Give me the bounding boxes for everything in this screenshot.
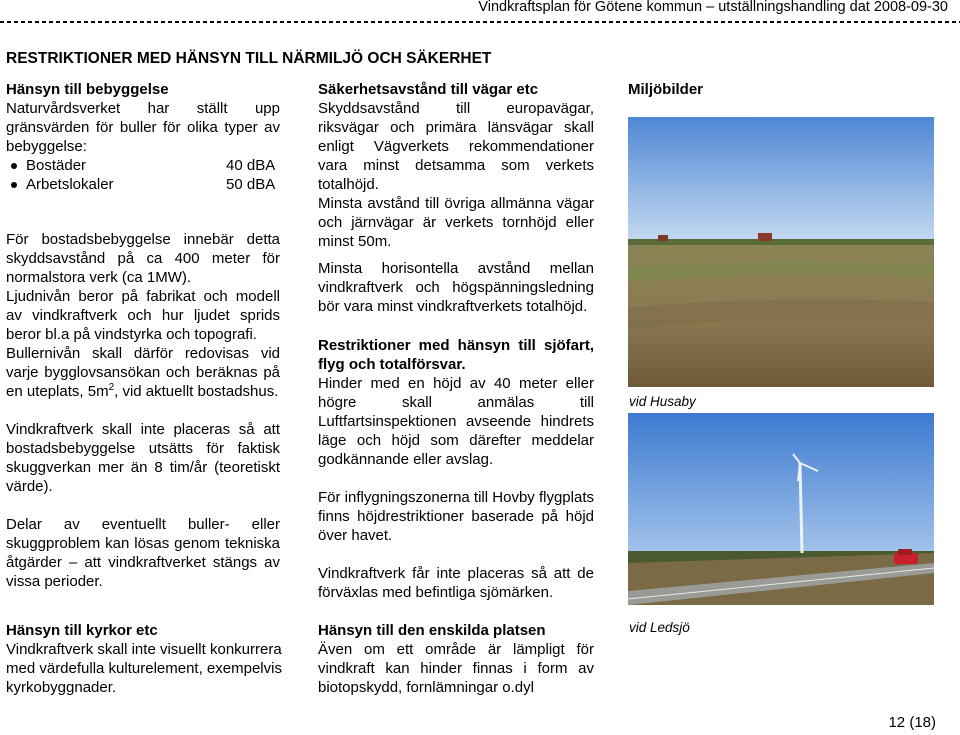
column-miljobilder <box>628 80 934 99</box>
photo-ledsjo-turbine <box>628 413 934 605</box>
bullet-icon <box>11 163 17 169</box>
heading-enskilda-platsen: Hänsyn till den enskilda platsen <box>318 622 546 639</box>
column-bebyggelse <box>6 80 280 697</box>
heading-sakerhetsavstand: Säkerhetsavstånd till vägar etc <box>318 81 539 98</box>
page-number: 12 (18) <box>888 714 936 731</box>
paragraph: Vindkraftverk skall inte placeras så att bostadsbebyggelse utsätts för faktisk skuggverkan mer än 8 tim/år (teoretiskt värde). <box>6 421 280 495</box>
document-header-title: Vindkraftsplan för Götene kommun – utställningshandling dat 2008-09-30 <box>478 0 948 15</box>
caption-ledsjo: vid Ledsjö <box>629 620 690 635</box>
paragraph: Bullernivån skall därför redovisas vid varje bygglovsansökan och beräknas på en uteplats, $5m^2$, vid aktuellt bostadshus. <box>6 345 280 400</box>
heading-miljobilder: Miljöbilder <box>628 81 703 98</box>
paragraph: För bostadsbebyggelse innebär detta skyddsavstånd på ca 400 meter för normalstora verk (ca 1MW). <box>6 231 280 286</box>
heading-bebyggelse: Hänsyn till bebyggelse <box>6 81 169 98</box>
paragraph: Ljudnivån beror på fabrikat och modell av vindkraftverk och hur ljudet sprids beror bl.a på vindstyrka och topografi. <box>6 288 280 343</box>
caption-husaby: vid Husaby <box>629 394 696 409</box>
paragraph-intro: Naturvårdsverket har ställt upp gränsvärden för buller för olika typer av bebyggelse: <box>6 100 280 155</box>
paragraph: Minsta avstånd till övriga allmänna vägar och järnvägar är verkets tornhöjd eller minst 50m. <box>318 195 594 250</box>
bullet-icon <box>11 182 17 188</box>
heading-kyrkor: Hänsyn till kyrkor etc <box>6 622 158 639</box>
paragraph: Skyddsavstånd till europavägar, riksvägar och primära länsvägar skall enligt Vägverkets rekommendationer vara minst detsamma som verkets totalhöjd. <box>318 100 594 193</box>
header-dashed-rule <box>0 19 960 25</box>
paragraph: Hinder med en höjd av 40 meter eller högre skall anmälas till Luftfartsinspektionen avseende hindrets läge och höjd som därefter meddelar godkännande eller avslag. <box>318 375 594 468</box>
paragraph: Vindkraftverk får inte placeras så att de förväxlas med befintliga sjömärken. <box>318 565 594 601</box>
paragraph: Minsta horisontella avstånd mellan vindkraftverk och högspänningsledning bör vara minst vindkraftverkets totalhöjd. <box>318 260 594 315</box>
heading-sjofart-flyg: Restriktioner med hänsyn till sjöfart, flyg och totalförsvar. <box>318 337 594 373</box>
column-sakerhet <box>318 80 594 697</box>
section-title: RESTRIKTIONER MED HÄNSYN TILL NÄRMILJÖ OCH SÄKERHET <box>6 50 492 67</box>
paragraph: Delar av eventuellt buller- eller skuggproblem kan lösas genom tekniska åtgärder – att vindkraftverket stängs av vissa perioder. <box>6 516 280 590</box>
paragraph: Vindkraftverk skall inte visuellt konkurrera med värdefulla kulturelement, exempelvis kyrkobyggnader. <box>6 641 282 696</box>
noise-limit-list <box>6 156 280 194</box>
photo-husaby-field <box>628 117 934 387</box>
paragraph: För inflygningszonerna till Hovby flygplats finns höjdrestriktioner baserade på höjd över havet. <box>318 489 594 544</box>
list-item: Arbetslokaler 50 dBA <box>6 175 280 194</box>
list-item: Bostäder 40 dBA <box>6 156 280 175</box>
paragraph: Även om ett område är lämpligt för vindkraft kan hinder finnas i form av biotopskydd, fornlämningar o.dyl <box>318 641 594 696</box>
